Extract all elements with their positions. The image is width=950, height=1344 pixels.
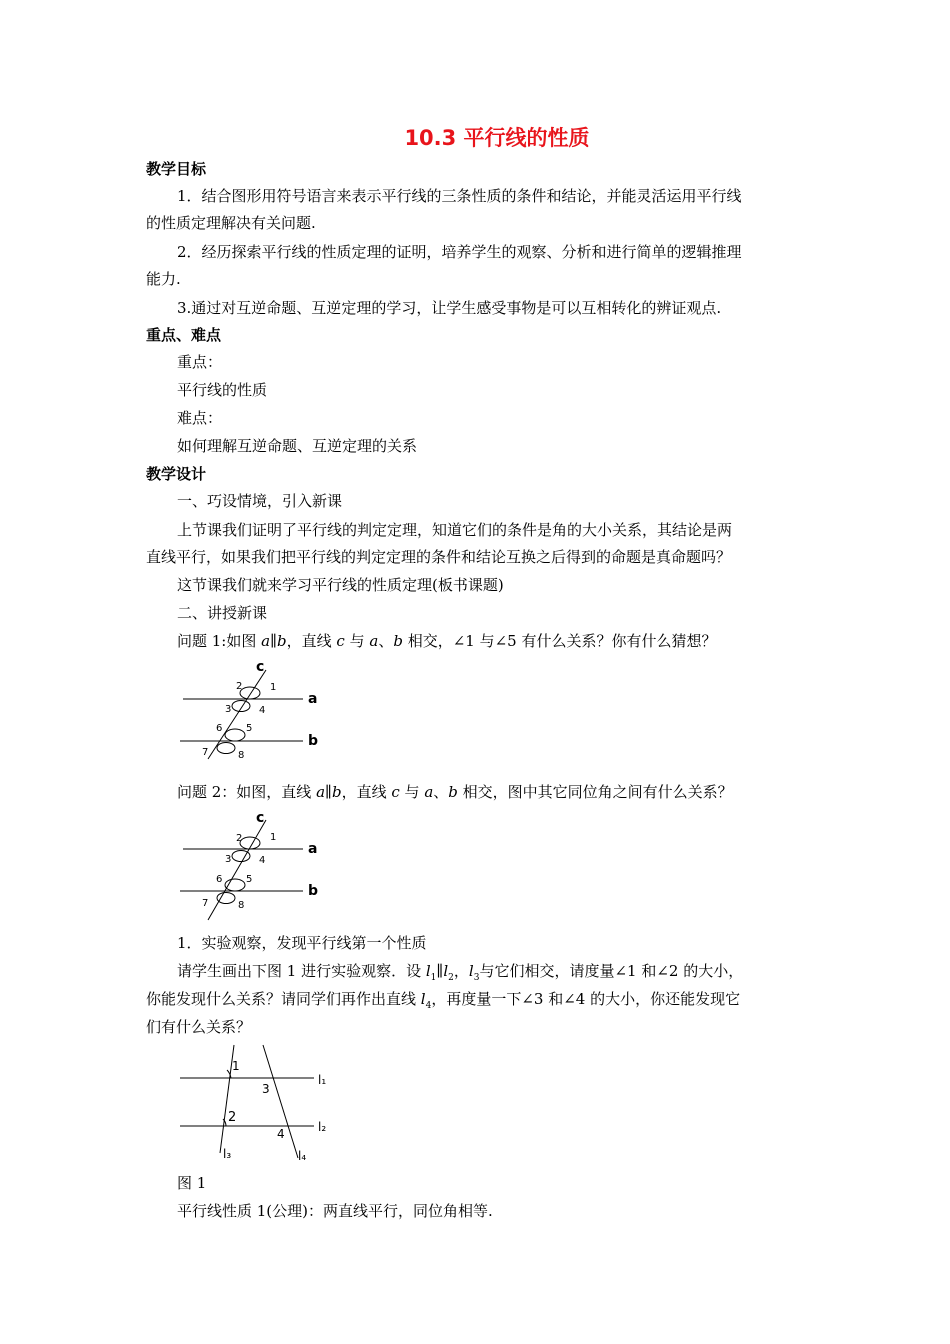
fig1-angle-1-label: 1: [232, 1059, 240, 1073]
angle-3-label: 3: [225, 854, 232, 865]
angle-7-label: 7: [202, 898, 209, 909]
question-2: 问题 2：如图，直线 a∥b，直线 c 与 a、b 相交，图中其它同位角之间有什么关系？: [177, 783, 733, 801]
angle-4-label: 4: [259, 855, 266, 866]
goal-3: 3.通过对互逆命题、互逆定理的学习，让学生感受事物是可以互相转化的辨证观点.: [177, 299, 722, 317]
line-l3-label: l₃: [223, 1147, 232, 1161]
line-b-label: b: [308, 733, 319, 749]
angle-6-label: 6: [216, 874, 223, 885]
page-title: 10.3 平行线的性质: [404, 126, 590, 150]
goals-heading: 教学目标: [146, 160, 207, 178]
intro-line-1: 上节课我们证明了平行线的判定定理，知道它们的条件是角的大小关系，其结论是两: [177, 521, 733, 539]
line-b-label: b: [308, 883, 319, 899]
line-l4-label: l₄: [298, 1149, 307, 1163]
fig1-angle-4-label: 4: [277, 1127, 285, 1141]
angle-1-label: 1: [270, 832, 277, 843]
angle-5-label: 5: [246, 874, 253, 885]
part-1-title: 一、巧设情境，引入新课: [177, 492, 343, 510]
angle-2-label: 2: [236, 833, 243, 844]
property-1: 平行线性质 1(公理)：两直线平行，同位角相等.: [177, 1202, 493, 1220]
key-text: 平行线的性质: [177, 381, 268, 399]
goal-2-line-1: 2．经历探索平行线的性质定理的证明，培养学生的观察、分析和进行简单的逻辑推理: [177, 243, 742, 261]
intro-line-2: 直线平行，如果我们把平行线的判定定理的条件和结论互换之后得到的命题是真命题吗？: [146, 548, 732, 566]
angle-1-label: 1: [270, 682, 277, 693]
line-l2-label: l₂: [318, 1120, 327, 1134]
line-a-label: a: [308, 841, 318, 857]
experiment-line-2: 你能发现什么关系？请同学们再作出直线 $l_4$，再度量一下∠3 和∠4 的大小，你还能发现它: [146, 990, 741, 1011]
line-a-label: a: [308, 691, 318, 707]
goal-1-line-2: 的性质定理解决有关问题.: [146, 214, 316, 232]
intro-line-3: 这节课我们就来学习平行线的性质定理(板书课题): [177, 576, 504, 594]
angle-7-label: 7: [202, 747, 209, 758]
angle-4-label: 4: [259, 705, 266, 716]
angle-5-label: 5: [246, 723, 253, 734]
key-label: 重点：: [177, 353, 223, 371]
figure-1-diagram: [178, 1043, 348, 1168]
difficulty-text: 如何理解互逆命题、互逆定理的关系: [177, 437, 418, 455]
line-c-label: c: [256, 659, 265, 675]
goal-1-line-1: 1．结合图形用符号语言来表示平行线的三条性质的条件和结论，并能灵活运用平行线: [177, 187, 742, 205]
line-c-label: c: [256, 810, 265, 826]
line-l1-label: l₁: [318, 1073, 327, 1087]
goal-2-line-2: 能力.: [146, 270, 181, 288]
experiment-line-1: 请学生画出下图 1 进行实验观察．设 $l_1\parallel l_2$，$l_3$与它们相交，请度量∠1 和∠2 的大小，: [177, 962, 744, 983]
parallel-lines-figure-2: [178, 812, 328, 922]
figure-1-caption: 图 1: [177, 1174, 207, 1192]
angle-8-label: 8: [238, 900, 245, 911]
difficulty-label: 难点：: [177, 409, 223, 427]
parallel-lines-figure-1: [178, 659, 328, 762]
key-heading: 重点、难点: [146, 326, 222, 344]
part-2-title: 二、讲授新课: [177, 604, 268, 622]
experiment-line-3: 们有什么关系？: [146, 1018, 252, 1036]
angle-3-label: 3: [225, 704, 232, 715]
design-heading: 教学设计: [146, 465, 207, 483]
fig1-angle-3-label: 3: [262, 1082, 270, 1096]
angle-6-label: 6: [216, 723, 223, 734]
fig1-angle-2-label: 2: [228, 1110, 237, 1125]
angle-2-label: 2: [236, 681, 243, 692]
experiment-title: 1．实验观察，发现平行线第一个性质: [177, 934, 427, 952]
question-1: 问题 1:如图 a∥b，直线 c 与 a、b 相交，∠1 与∠5 有什么关系？你有什么猜想？: [177, 632, 717, 650]
angle-8-label: 8: [238, 750, 245, 761]
